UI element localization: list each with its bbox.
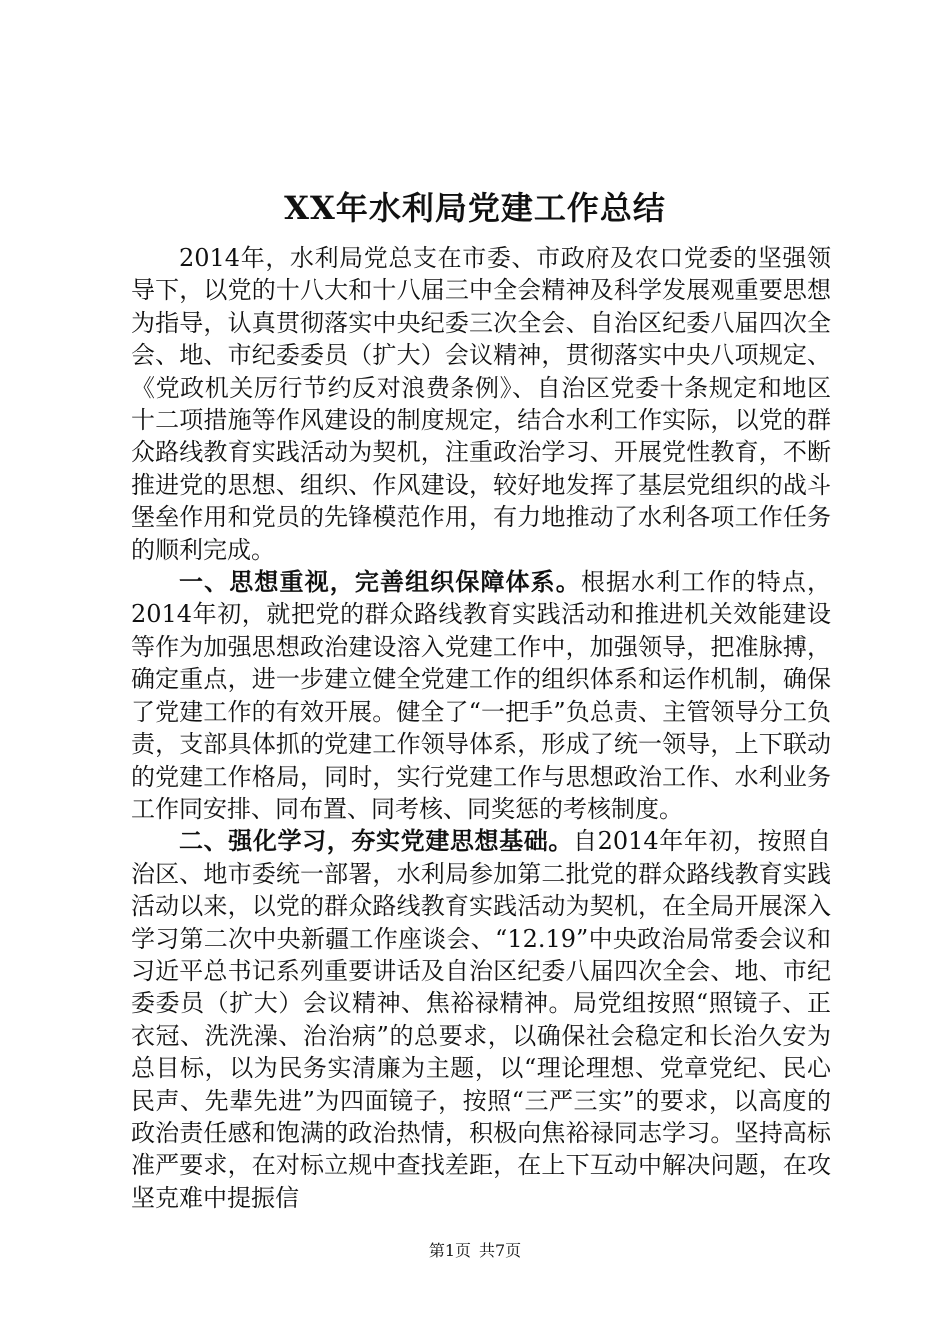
page-total: 共7页 (479, 1241, 522, 1260)
paragraph-section-1 (131, 566, 831, 825)
section-heading: 二、强化学习，夯实党建思想基础。 (179, 827, 573, 856)
paragraph-section-2 (131, 825, 831, 1214)
document-body (131, 242, 831, 1214)
paragraph-text: 2014年，水利局党总支在市委、市政府及农口党委的坚强领导下，以党的十八大和十八届三中全会精神及科学发展观重要思想为指导，认真贯彻落实中央纪委三次全会、自治区纪委八届四次全会、地、市纪委委员（扩大）会议精神，贯彻落实中央八项规定、《党政机关厉行节约反对浪费条例》、自治区党委十条规定和地区十二项措施等作风建设的制度规定，结合水利工作实际，以党的群众路线教育实践活动为契机，注重政治学习、开展党性教育，不断推进党的思想、组织、作风建设，较好地发挥了基层党组织的战斗堡垒作用和党员的先锋模范作用，有力地推动了水利各项工作任务的顺利完成。 (131, 244, 831, 564)
paragraph-text: 自2014年年初，按照自治区、地市委统一部署，水利局参加第二批党的群众路线教育实践活动以来，以党的群众路线教育实践活动为契机，在全局开展深入学习第二次中央新疆工作座谈会、“12.19”中央政治局常委会议和习近平总书记系列重要讲话及自治区纪委八届四次全会、地、市纪委委员（扩大）会议精神、焦裕禄精神。局党组按照“照镜子、正衣冠、洗洗澡、治治病”的总要求，以确保社会稳定和长治久安为总目标，以为民务实清廉为主题，以“理论理想、党章党纪、民心民声、先辈先进”为四面镜子，按照“三严三实”的要求，以高度的政治责任感和饱满的政治热情，积极向焦裕禄同志学习。坚持高标准严要求，在对标立规中查找差距，在上下互动中解决问题，在攻坚克难中提振信 (131, 827, 832, 1212)
page-number: 第1页 (428, 1241, 471, 1260)
section-heading: 一、思想重视，完善组织保障体系。 (179, 568, 581, 597)
paragraph-intro (131, 242, 831, 566)
page-footer (0, 1240, 950, 1262)
paragraph-text: 根据水利工作的特点，2014年初，就把党的群众路线教育实践活动和推进机关效能建设等作为加强思想政治建设溶入党建工作中，加强领导，把准脉搏，确定重点，进一步建立健全党建工作的组织体系和运作机制，确保了党建工作的有效开展。健全了“一把手”负总责、主管领导分工负责，支部具体抓的党建工作领导体系，形成了统一领导，上下联动的党建工作格局，同时，实行党建工作与思想政治工作、水利业务工作同安排、同布置、同考核、同奖惩的考核制度。 (131, 568, 832, 823)
document-title: XX年水利局党建工作总结 (284, 189, 666, 227)
